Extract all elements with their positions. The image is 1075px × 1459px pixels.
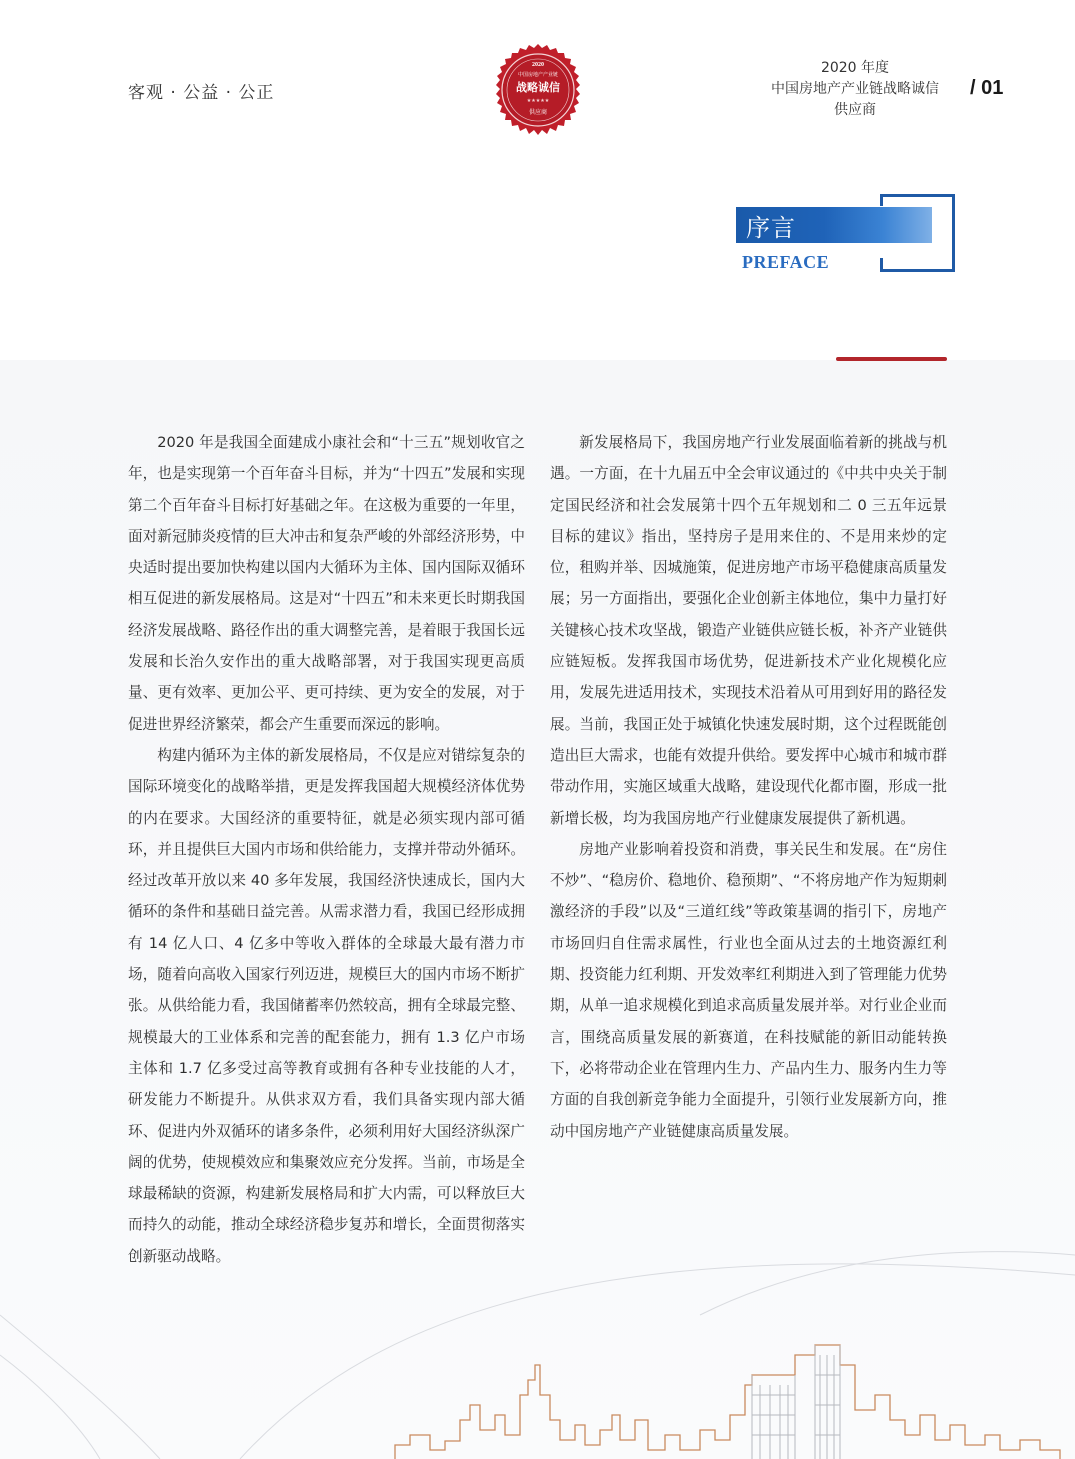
header-motto: 客观 · 公益 · 公正 bbox=[128, 83, 275, 103]
paragraph: 2020 年是我国全面建成小康社会和“十三五”规划收官之年，也是实现第一个百年奋斗目标，并为“十四五”发展和实现第二个百年奋斗目标打好基础之年。在这极为重要的一年里，面对新冠肺炎疫情的巨大冲击和复杂严峻的外部经济形势，中央适时提出要加快构建以国内大循环为主体、国内国际双循环相互促进的新发展格局。这是对“十四五”和未来更长时期我国经济发展战略、路径作出的重大调整完善，是着眼于我国长远发展和长治久安作出的重大战略部署，对于我国实现更高质量、更有效率、更加公平、更可持续、更为安全的发展，对于促进世界经济繁荣，都会产生重要而深远的影响。 bbox=[128, 434, 525, 733]
paragraph: 构建内循环为主体的新发展格局，不仅是应对错综复杂的国际环境变化的战略举措，更是发挥我国超大规模经济体优势的内在要求。大国经济的重要特征，就是必须实现内部可循环，并且提供巨大国内市场和供给能力，支撑并带动外循环。经过改革开放以来 40 多年发展，我国经济快速成长，国内大循环的条件和基础日益完善。从需求潜力看，我国已经形成拥有 14 亿人口、4 亿多中等收入群体的全球最大最有潜力市场，随着向高收入国家行列迈进，规模巨大的国内市场不断扩张。从供给能力看，我国储蓄率仍然较高，拥有全球最完整、规模最大的工业体系和完善的配套能力，拥有 1.3 亿户市场主体和 1.7 亿多受过高等教育或拥有各种专业技能的人才，研发能力不断提升。从供求双方看，我们具备实现内部大循环、促进内外双循环的诸多条件，必须利用好大国经济纵深广阔的优势，使规模效应和集聚效应充分发挥。当前，市场是全球最稀缺的资源，构建新发展格局和扩大内需，可以释放巨大而持久的动能，推动全球经济稳步复苏和增长，全面贯彻落实创新驱动战略。 bbox=[128, 746, 525, 1265]
seal-title: 战略诚信 bbox=[516, 81, 560, 94]
header-year: 2020 年度 bbox=[820, 60, 890, 76]
seal-stars: ★★★★★ bbox=[526, 98, 550, 104]
city-skyline-decoration bbox=[0, 1245, 1075, 1459]
decorative-arcs bbox=[0, 1252, 1075, 1459]
skyline-buildings bbox=[395, 1345, 1060, 1459]
preface-frame-corner bbox=[880, 258, 883, 269]
red-divider bbox=[836, 357, 947, 361]
preface-frame-corner bbox=[880, 194, 883, 206]
header-title-line2: 供应商 bbox=[834, 102, 876, 118]
right-text-column bbox=[550, 427, 947, 1147]
strategic-integrity-seal-icon bbox=[490, 42, 586, 138]
seal-org: 中国房地产产业链 bbox=[517, 72, 559, 78]
section-subtitle: PREFACE bbox=[742, 252, 830, 272]
skyline-towers bbox=[752, 1345, 840, 1459]
paragraph: 新发展格局下，我国房地产行业发展面临着新的挑战与机遇。一方面，在十九届五中全会审议通过的《中共中央关于制定国民经济和社会发展第十四个五年规划和二 0 三五年远景目标的建议》指出，坚持房子是用来住的、不是用来炒的定位，租购并举、因城施策，促进房地产市场平稳健康高质量发展；另一方面指出，要强化企业创新主体地位，集中力量打好关键核心技术攻坚战，锻造产业链供应链长板，补齐产业链供应链短板。发挥我国市场优势，促进新技术产业化规模化应用，发展先进适用技术，实现技术沿着从可用到好用的路径发展。当前，我国正处于城镇化快速发展时期，这个过程既能创造出巨大需求，也能有效提升供给。要发挥中心城市和城市群带动作用，实施区域重大战略，建设现代化都市圈，形成一批新增长极，均为我国房地产行业健康发展提供了新机遇。 bbox=[550, 434, 947, 827]
header-title: 中国房地产产业链战略诚信 bbox=[771, 81, 939, 97]
page-number: / 01 bbox=[970, 77, 1004, 99]
header-right-block bbox=[755, 58, 955, 121]
left-text-column bbox=[128, 427, 525, 1272]
seal-year: 2020 bbox=[532, 62, 544, 68]
paragraph: 房地产业影响着投资和消费，事关民生和发展。在“房住不炒”、“稳房价、稳地价、稳预期”、“不将房地产作为短期刺激经济的手段”以及“三道红线”等政策基调的指引下，房地产市场回归自住需求属性，行业也全面从过去的土地资源红利期、投资能力红利期、开发效率红利期进入到了管理能力优势期，从单一追求规模化到追求高质量发展并举。对行业企业而言，围绕高质量发展的新赛道，在科技赋能的新旧动能转换下，必将带动企业在管理内生力、产品内生力、服务内生力等方面的自我创新竞争能力全面提升，引领行业发展新方向，推动中国房地产产业链健康高质量发展。 bbox=[550, 840, 947, 1140]
section-title: 序言 bbox=[746, 214, 796, 242]
seal-bottom: 供应商 bbox=[528, 109, 548, 116]
